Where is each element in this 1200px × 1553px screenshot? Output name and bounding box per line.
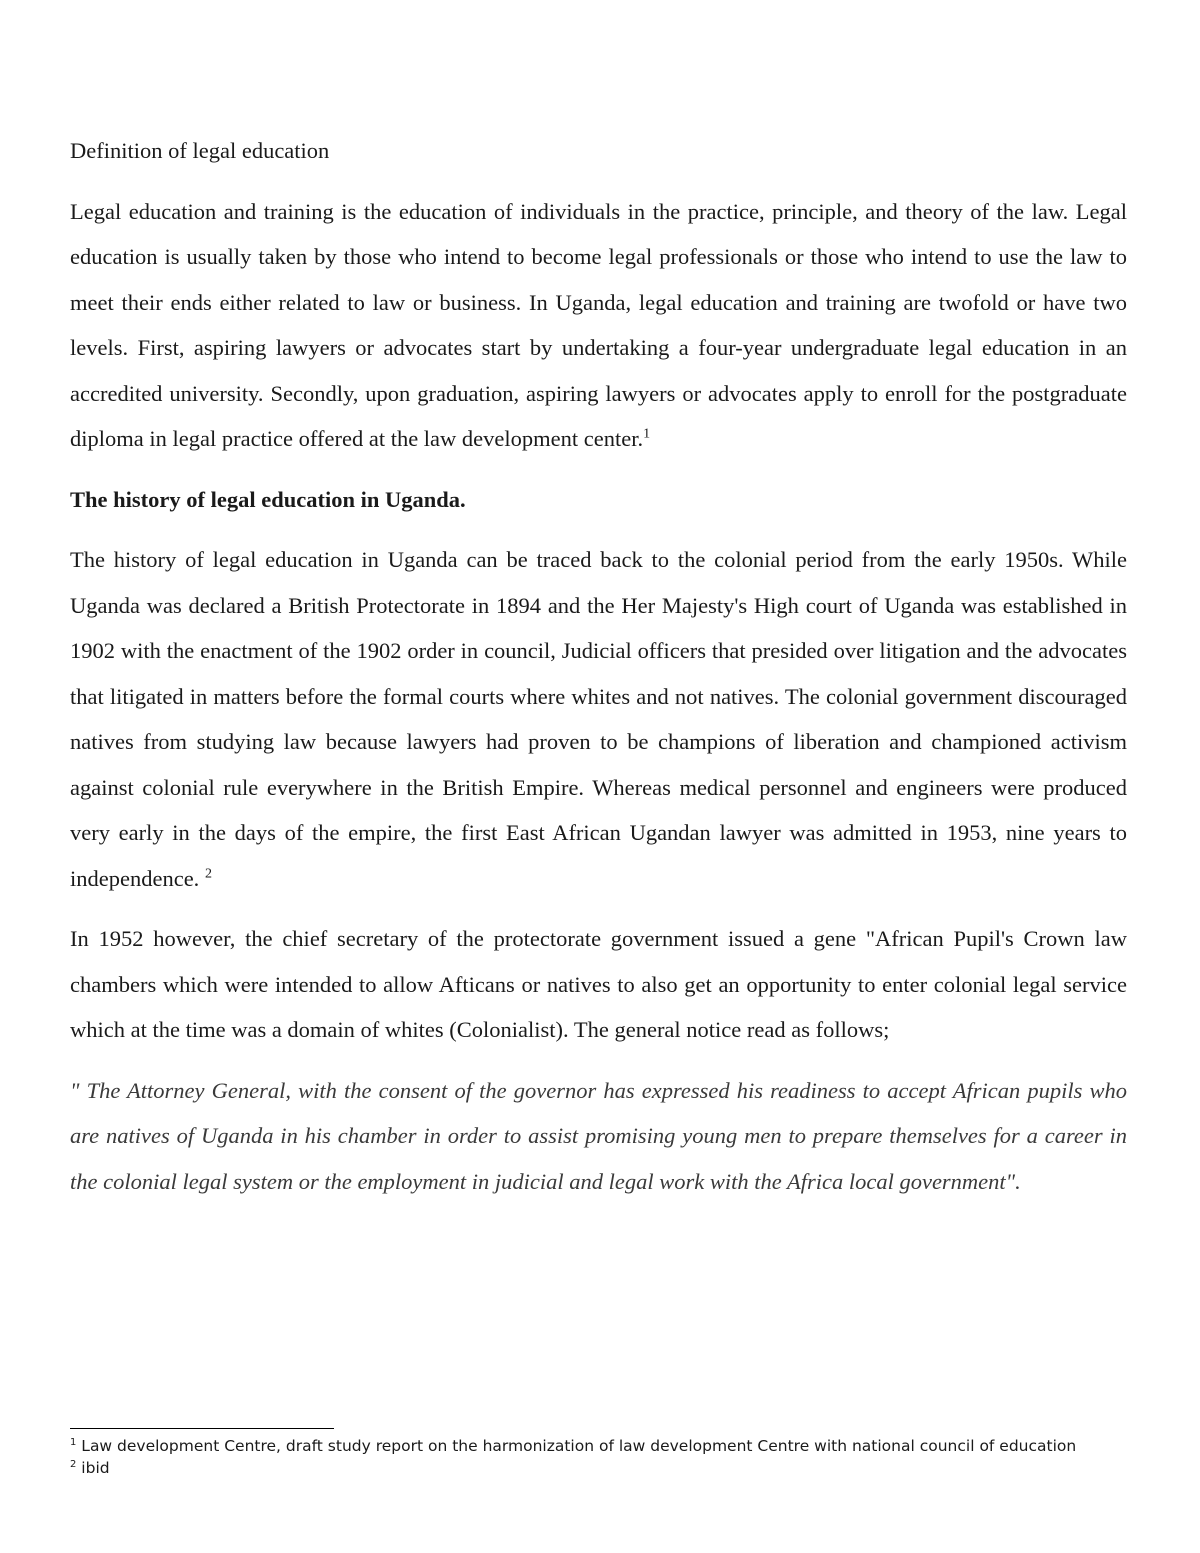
footnote-separator bbox=[70, 1428, 334, 1429]
paragraph-history bbox=[70, 537, 1127, 901]
section-heading-history: The history of legal education in Uganda. bbox=[70, 486, 466, 512]
footnote-number: 2 bbox=[70, 1458, 77, 1470]
footnote-ref-1[interactable]: 1 bbox=[643, 426, 651, 442]
paragraph-text: Legal education and training is the education of individuals in the practice, principle, and theory of the law. Legal education is usually taken by those who intend to become legal professionals or those who intend to use the law to meet their ends either related to law or business. In Uganda, legal education and training are twofold or have two levels. First, aspiring lawyers or advocates start by undertaking a four-year undergraduate legal education in an accredited university. Secondly, upon graduation, aspiring lawyers or advocates apply to enroll for the postgraduate diploma in legal practice offered at the law development center. bbox=[70, 198, 1127, 451]
paragraph-definition bbox=[70, 189, 1127, 462]
footnote-ref-2[interactable]: 2 bbox=[204, 866, 212, 881]
footnote-number: 1 bbox=[70, 1436, 77, 1448]
paragraph-1952-notice: In 1952 however, the chief secretary of the protectorate government issued a gene "African Pupil's Crown law chambers which were intended to allow Afticans or natives to also get an opportunity to enter colonial legal service which at the time was a domain of whites (Colonialist). The general notice read as follows; bbox=[70, 926, 1127, 1042]
document-body bbox=[70, 128, 1127, 1219]
footnote-2 bbox=[70, 1457, 1150, 1479]
paragraph-text: The history of legal education in Uganda can be traced back to the colonial period from the early 1950s. While Uganda was declared a British Protectorate in 1894 and the Her Majesty's High court of Uganda was established in 1902 with the enactment of the 1902 order in council, Judicial officers that presided over litigation and the advocates that litigated in matters before the formal courts where whites and not natives. The colonial government discouraged natives from studying law because lawyers had proven to be champions of liberation and championed activism against colonial rule everywhere in the British Empire. Whereas medical personnel and engineers were produced very early in the days of the empire, the first East African Ugandan lawyer was admitted in 1953, nine years to independence. bbox=[70, 547, 1127, 891]
footnotes-section bbox=[70, 1428, 1150, 1479]
block-quote: " The Attorney General, with the consent of the governor has expressed his readiness to accept African pupils who are natives of Uganda in his chamber in order to assist promising young men to prepare themselves for a career in the colonial legal system or the employment in judicial and legal work with the Africa local government". bbox=[70, 1077, 1127, 1194]
section-heading-definition: Definition of legal education bbox=[70, 138, 330, 163]
footnote-text: ibid bbox=[76, 1459, 110, 1477]
footnote-1 bbox=[70, 1435, 1150, 1457]
footnote-text: Law development Centre, draft study report on the harmonization of law development Centre with national council of education bbox=[76, 1437, 1077, 1455]
